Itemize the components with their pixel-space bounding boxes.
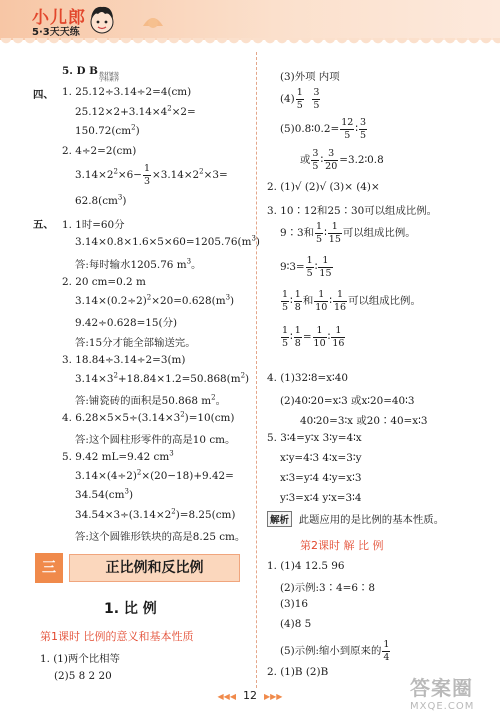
answer-text: $3.14\times 2^2\times 6-$ $\frac{1}{3}$ $\times 3.14\times 2^2\times 3=$ [75, 163, 228, 187]
answer-text: (2)5 8 2 20 [54, 670, 112, 682]
answer-text: $\frac{1}{5}$ ∶ $\frac{1}{8}$ = $\frac{1}{10}$ ∶ $\frac{1}{16}$ [282, 325, 345, 349]
analysis-line: 解析 此题应用的是比例的基本性质。 [267, 511, 444, 527]
answer-text: 4. $6.28\times 5\times 5\div(3.14\times 3^2)=10(cm)$ [62, 410, 235, 424]
answer-text: $3.14\times 0.8\times 1.6\times 5\times 60=1205.76(m^3)$ [75, 234, 260, 248]
answer-text: $34.54(cm^3)$ [75, 487, 134, 501]
logo-title: 小儿郎 [32, 8, 86, 28]
answer-text: x∶y=4∶3 4∶x=3∶y [280, 452, 362, 464]
answer-text: 答:这个圆柱形零件的高是10 cm。 [75, 434, 236, 446]
answer-text: 5. 9.42 mL=9.42 $cm^3$ [62, 449, 174, 463]
answer-text: 4. (1)32∶8=x∶40 [267, 372, 348, 384]
answer-text: 答:每时输水1205.76 $m^3$。 [75, 257, 202, 271]
answer-text: (5)示例:缩小到原来的 $\frac{1}{4}$ [280, 639, 390, 663]
answer-text: (3)16 [280, 598, 308, 610]
answer-text: $3.14\times(4\div 2)^2\times(20-18)+9.42=$ [75, 468, 234, 482]
material-link-note: 教材链接 学科素养 [99, 72, 120, 83]
answer-text: 1. (1)两个比相等 [40, 653, 120, 665]
analysis-badge: 解析 [267, 511, 292, 527]
answer-text: 9.42÷0.628=15(分) [75, 317, 178, 329]
answer-text: $25.12\times 2+3.14\times 4^2\times 2=$ [75, 104, 196, 118]
answer-text: 1. 1时=60分 [62, 219, 125, 231]
answer-text: 5. 3∶4=y∶x 3∶y=4∶x [267, 432, 362, 444]
answer-text: 答:15分才能全部输送完。 [75, 337, 196, 349]
answer-text: (2)40∶20=x∶3 或x∶20=40∶3 [280, 395, 415, 407]
answer-text: y∶3=x∶4 y∶x=3∶4 [280, 492, 362, 504]
answer-text: 或 $\frac{3}{5}$ ∶ $\frac{3}{20}$ =3.2∶0.8 [300, 148, 384, 172]
answer-text: (4)8 5 [280, 618, 312, 630]
answer-text: 3. 18.84÷3.14÷2=3(m) [62, 354, 186, 366]
answer-text: 2. 20 cm=0.2 m [62, 276, 146, 288]
logo-subtitle: 5·3天天练 [32, 27, 80, 38]
fraction: $\frac{1}{3}$ [143, 163, 150, 187]
answer-text: 2. (1)√ (2)√ (3)× (4)× [267, 181, 380, 193]
watermark: 答案圈 MXQE.COM [410, 676, 475, 712]
lesson-2-title: 第2课时 解 比 例 [300, 539, 384, 552]
arrows-right-icon: ▶▶▶ [264, 692, 283, 701]
lesson-1-title: 第1课时 比例的意义和基本性质 [40, 630, 194, 643]
answer-text: $3.14\times(0.2\div 2)^2\times 20=0.628(m^3)$ [75, 293, 235, 307]
answer-text: (4) $\frac{1}{5}$ $\frac{3}{5}$ [280, 87, 320, 111]
section-5-label: 五、 [33, 219, 54, 231]
section-4-label: 四、 [33, 89, 54, 101]
answer-text: 1. (1)4 12.5 96 [267, 560, 345, 572]
unit-banner [35, 553, 240, 583]
section-title: 1. 比 例 [104, 601, 157, 617]
answer-5: 5. D B [62, 65, 98, 77]
arrows-left-icon: ◀◀◀ [217, 692, 236, 701]
sun-icon [140, 8, 166, 30]
answer-text: 9∶3和 $\frac{1}{5}$ ∶ $\frac{1}{15}$ 可以组成比例。 [280, 221, 416, 245]
page-number: 12 [243, 689, 257, 702]
answer-text: $3.14\times 3^2+18.84\times 1.2=50.868(m^2)$ [75, 371, 250, 385]
answer-text: $\frac{1}{5}$ ∶ $\frac{1}{8}$ 和 $\frac{1}{10}$ ∶ $\frac{1}{16}$ 可以组成比例。 [282, 289, 421, 313]
boy-mascot-icon [85, 2, 119, 38]
answer-text: (2)示例:3∶4=6∶8 [280, 582, 375, 594]
answer-text: 40∶20=3∶x 或20∶40=x∶3 [300, 415, 428, 427]
unit-number: 三 [35, 553, 63, 583]
answer-text: 9∶3= $\frac{1}{5}$ ∶ $\frac{1}{15}$ [280, 255, 332, 279]
answer-text: (5)0.8∶0.2= $\frac{12}{5}$ ∶ $\frac{3}{5}$ [280, 117, 367, 141]
answer-text: 2. (1)B (2)B [267, 666, 329, 678]
answer-text: 答:这个圆锥形铁块的高是8.25 cm。 [75, 531, 246, 543]
unit-title: 正比例和反比例 [69, 554, 240, 582]
answer-text: x∶3=y∶4 4∶y=x∶3 [280, 472, 362, 484]
answer-text: $150.72(cm^2)$ [75, 123, 140, 137]
answer-text: $62.8(cm^3)$ [75, 193, 127, 207]
column-divider [256, 52, 257, 688]
answer-text: (3)外项 内项 [280, 71, 340, 83]
answer-text: 2. 4÷2=2(cm) [62, 145, 137, 157]
answer-text: 1. 25.12÷3.14÷2=4(cm) [62, 86, 192, 98]
answer-text: 答:铺瓷砖的面积是50.868 $m^2$。 [75, 393, 226, 407]
answer-text: 3. 10∶12和25∶30可以组成比例。 [267, 205, 438, 217]
answer-text: $34.54\times 3\div(3.14\times 2^2)=8.25(cm)$ [75, 507, 236, 521]
